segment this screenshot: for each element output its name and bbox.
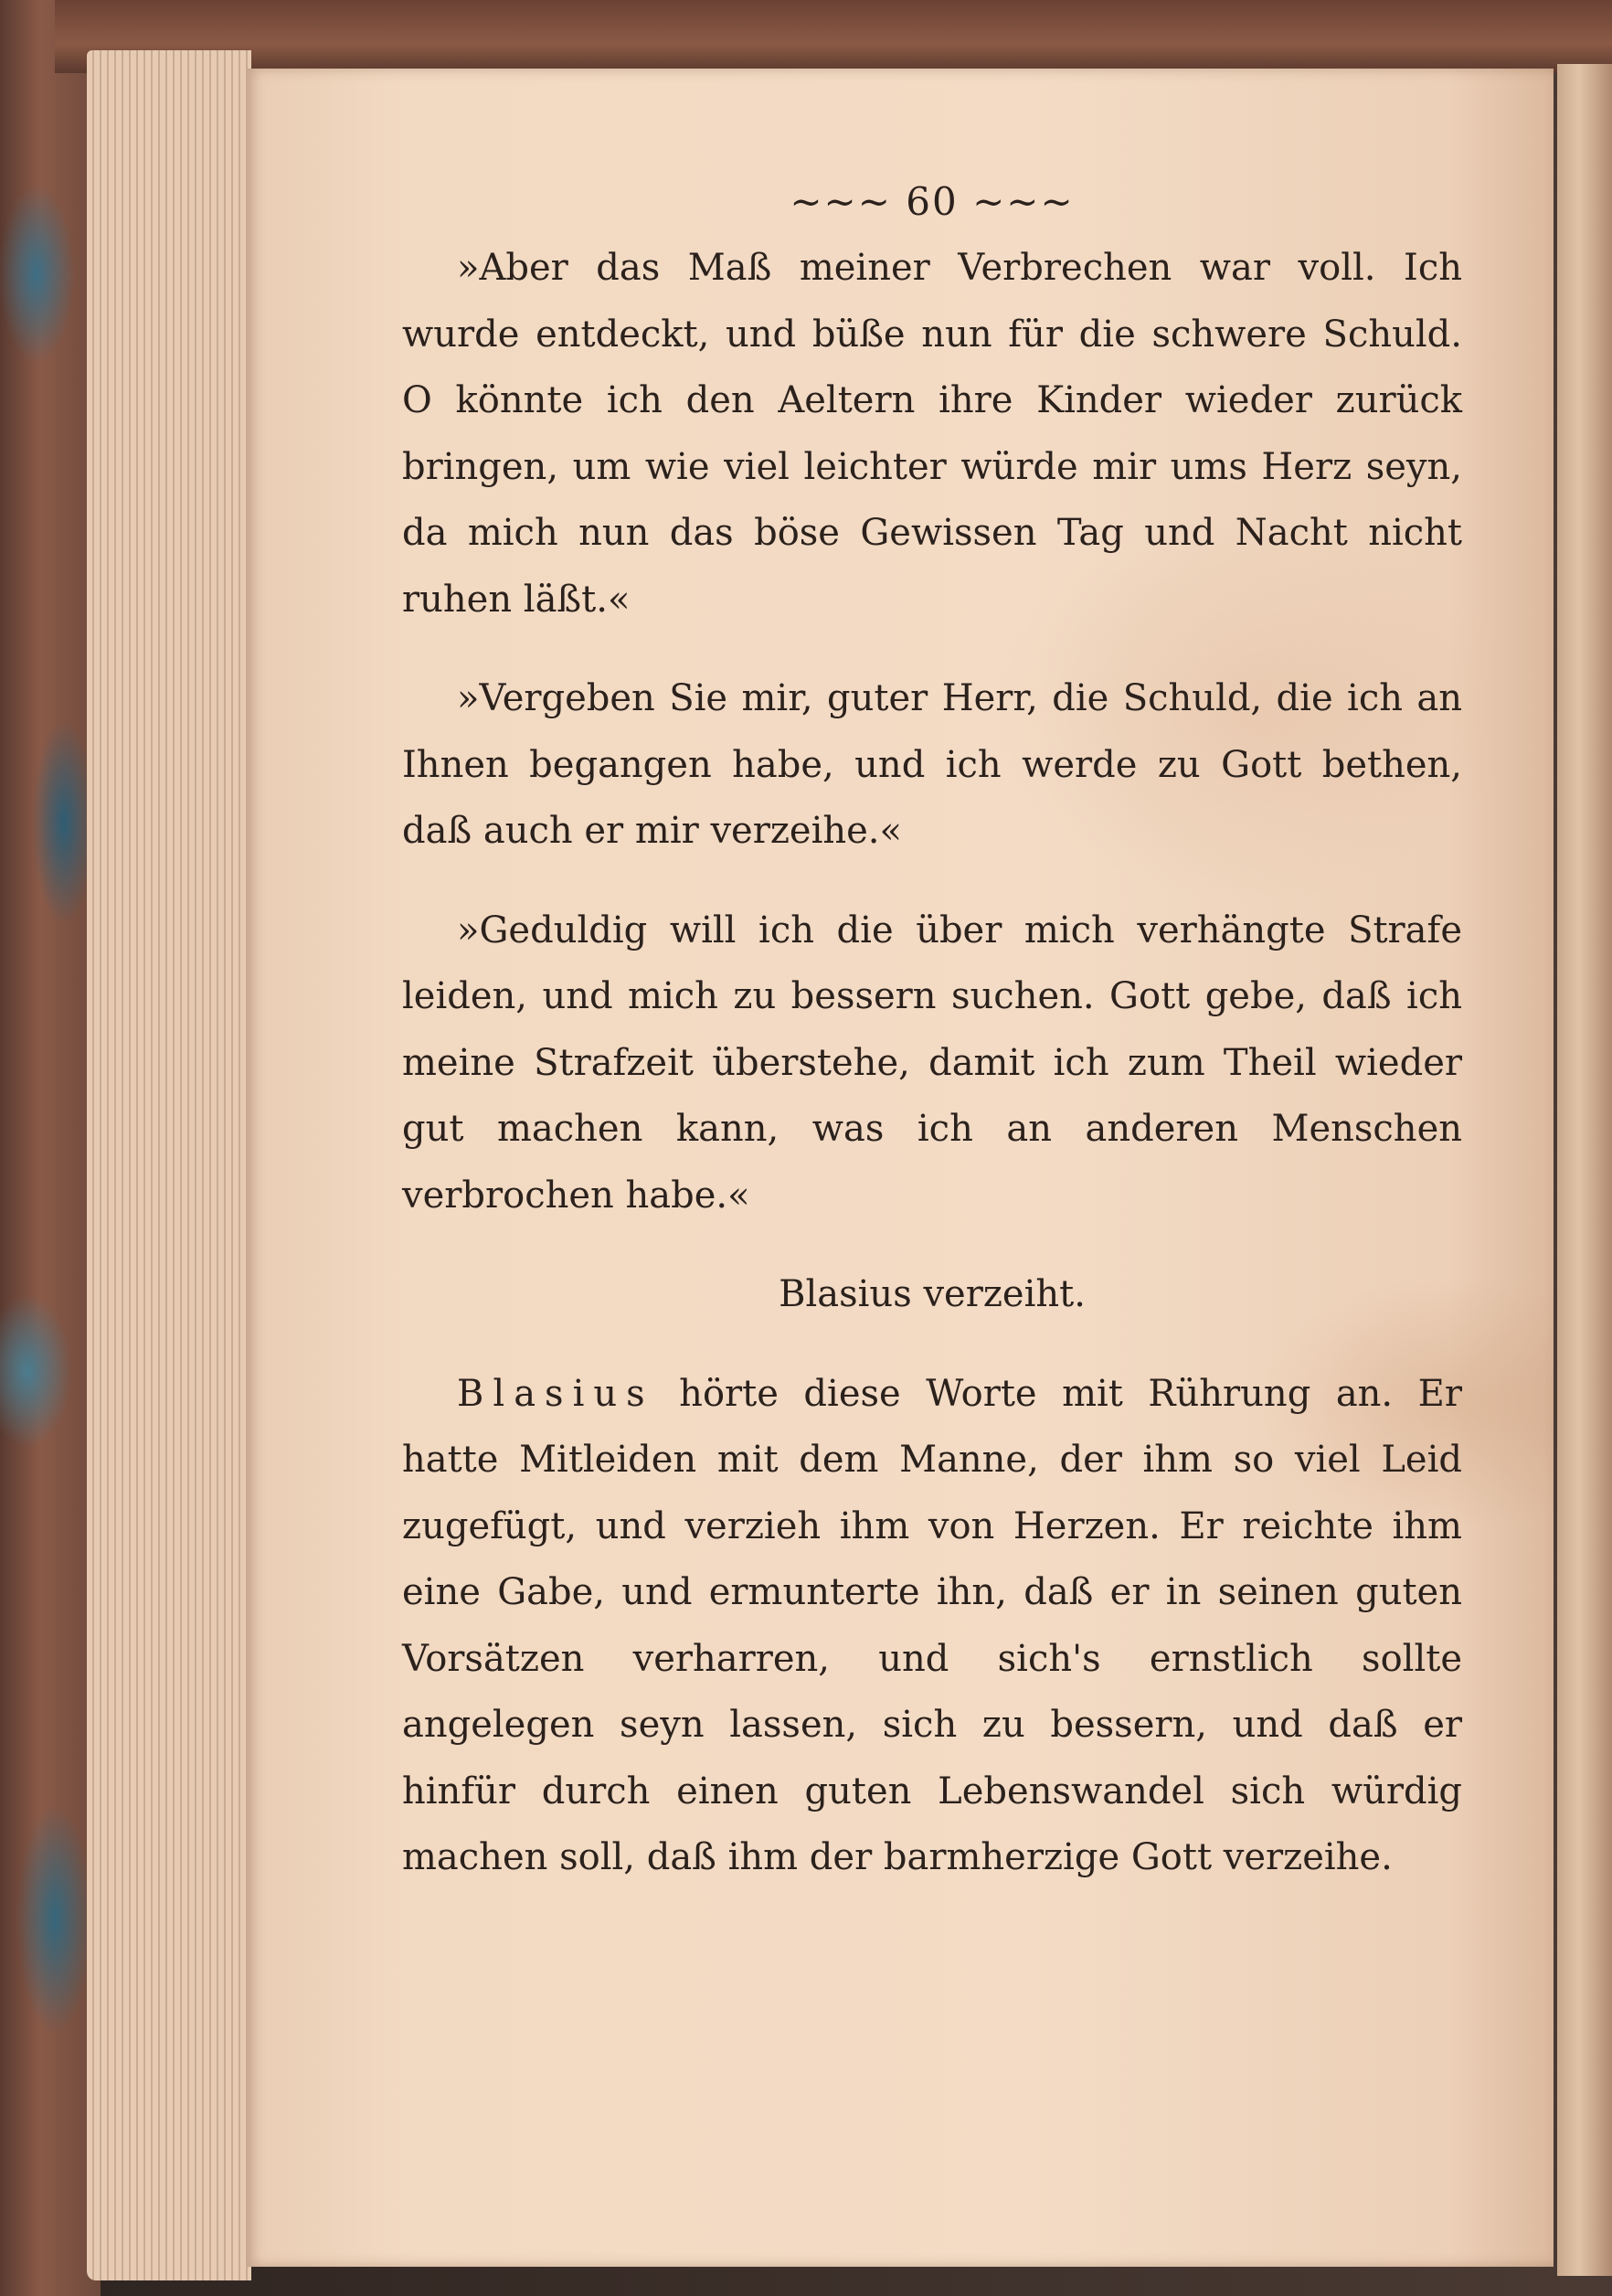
- page-edges: [87, 50, 251, 2280]
- paragraph-gap: [402, 632, 1462, 665]
- paragraph-4-text: hörte diese Worte mit Rührung an. Er hatte Mitleiden mit dem Manne, der ihm so viel Leid zugefügt, und verzieh ihm von Herzen. Er reichte ihm eine Gabe, und ermunterte ihn, daß er in seinen guten Vorsätzen verharren, und sich's ernstlich sollte angelegen seyn lassen, sich zu bessern, und daß er hinfür durch einen guten Lebenswandel sich würdig machen soll, daß ihm der barmherzige Gott verzeihe.: [402, 1372, 1462, 1878]
- paragraph-1: »Aber das Maß meiner Verbrechen war voll. Ich wurde entdeckt, und büße nun für die schwere Schuld. O könnte ich den Aeltern ihre Kinder wieder zurück bringen, um wie viel leichter würde mir ums Herz seyn, da mich nun das böse Gewissen Tag und Nacht nicht ruhen läßt.«: [402, 247, 1462, 621]
- facing-page-edge: [1557, 64, 1612, 2276]
- paragraph-3: »Geduldig will ich die über mich verhängte Strafe leiden, und mich zu bessern suchen. Gott gebe, daß ich meine Strafzeit überstehe, damit ich zum Theil wieder gut machen kann, was ich an anderen Menschen verbrochen habe.«: [402, 909, 1462, 1217]
- paragraph-2: »Vergeben Sie mir, guter Herr, die Schuld, die ich an Ihnen begangen habe, und ich werde zu Gott bethen, daß auch er mir verzeihe.«: [402, 677, 1462, 852]
- page-number: ~~~ 60 ~~~: [790, 179, 1075, 224]
- book-page: [247, 69, 1554, 2267]
- section-heading: Blasius verzeiht.: [779, 1273, 1086, 1315]
- spaced-name: Blasius: [457, 1372, 654, 1415]
- page-text: [402, 169, 1462, 1891]
- paragraph-4: [402, 1361, 1462, 1891]
- paragraph-gap: [402, 865, 1462, 898]
- marbled-cover: [0, 0, 101, 2296]
- cover-top-edge: [55, 0, 1612, 73]
